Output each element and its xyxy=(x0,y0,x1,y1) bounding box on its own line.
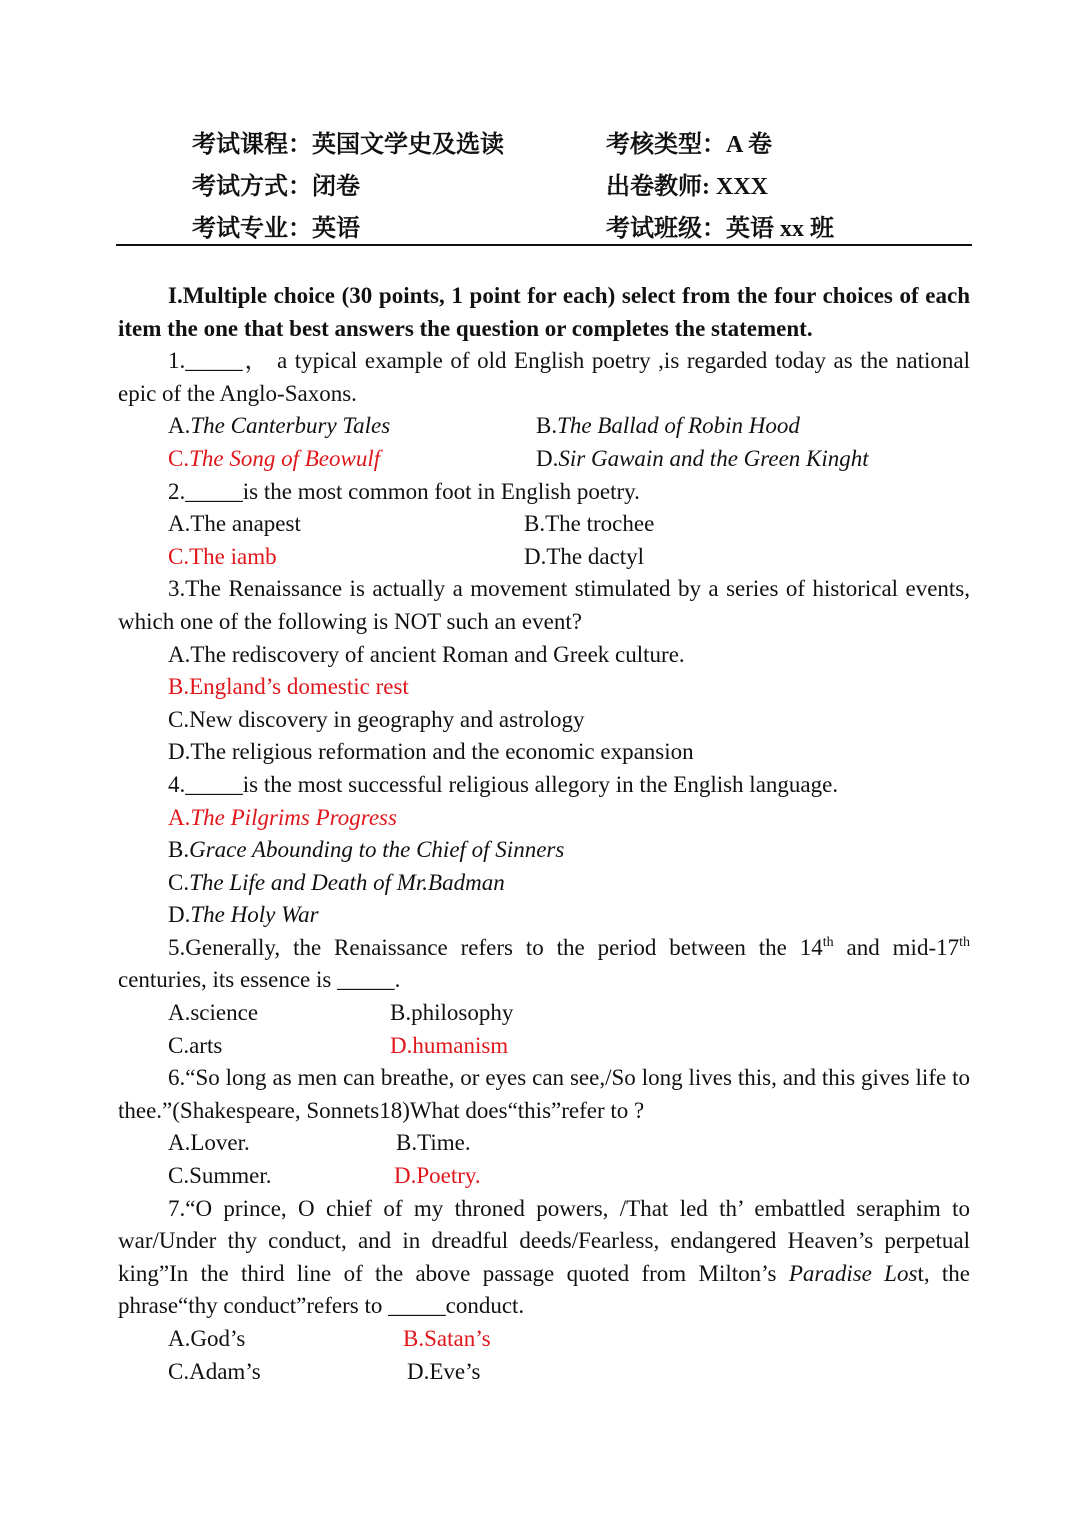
exam-header xyxy=(192,124,892,250)
question-2-stem: 2._____is the most common foot in English poetry. xyxy=(168,478,640,504)
option-c: C.New discovery in geography and astrology xyxy=(168,706,585,732)
option-d: D.Sir Gawain and the Green Kinght xyxy=(536,445,869,471)
option-d: D.The Holy War xyxy=(168,902,319,928)
question-1-stem: 1._____， a typical example of old English poetry ,is regarded today as the national epic of the Anglo-Saxons. xyxy=(118,348,970,406)
question-7-options-cd xyxy=(118,1356,970,1389)
option-c: C.The Life and Death of Mr.Badman xyxy=(168,869,505,895)
question-1-options-cd xyxy=(118,443,970,476)
option-c: C.Summer. xyxy=(168,1163,272,1189)
question-4-stem: 4._____is the most successful religious allegory in the English language. xyxy=(168,771,839,797)
exam-content xyxy=(118,280,970,1388)
header-divider xyxy=(116,244,972,246)
class-label: 考试班级：英语 xx 班 xyxy=(606,216,834,242)
option-a: A.The Canterbury Tales xyxy=(168,413,391,439)
exam-type-label: 考核类型：A 卷 xyxy=(606,132,773,158)
major-label: 考试专业：英语 xyxy=(192,216,360,242)
option-d: D.The religious reformation and the economic expansion xyxy=(168,739,694,765)
option-b: B.The trochee xyxy=(524,511,655,537)
option-a: A.Lover. xyxy=(168,1130,250,1156)
question-2-options-cd xyxy=(118,541,970,574)
section-title: I.Multiple choice (30 points, 1 point for each) select from the four choices of each item the one that best answers the question or completes the statement. xyxy=(118,283,970,341)
question-7-options-ab xyxy=(118,1323,970,1356)
option-b: B.Grace Abounding to the Chief of Sinners xyxy=(168,837,565,863)
option-b: B.philosophy xyxy=(390,1000,514,1026)
option-d: D.The dactyl xyxy=(524,543,645,569)
option-b-correct: B.England’s domestic rest xyxy=(168,674,409,700)
option-c-correct: C.The Song of Beowulf xyxy=(168,445,381,471)
header-row-1 xyxy=(192,124,892,166)
question-1-options-ab xyxy=(118,410,970,443)
teacher-label: 出卷教师: XXX xyxy=(606,174,768,200)
question-5-options-cd xyxy=(118,1030,970,1063)
course-label: 考试课程：英国文学史及选读 xyxy=(192,132,504,158)
option-d-correct: D.Poetry. xyxy=(394,1163,481,1189)
option-a: A.The rediscovery of ancient Roman and Greek culture. xyxy=(168,641,685,667)
option-d: D.Eve’s xyxy=(407,1358,481,1384)
question-6-options-cd xyxy=(118,1160,970,1193)
question-7-stem: 7.“O prince, O chief of my throned powers, /That led th’ embattled seraphim to war/Under thy conduct, and in dreadful deeds/Fearless, endangered Heaven’s perpetual king”In the third line of the above passage quoted from Milton’s Paradise Lost, the phrase“thy conduct”refers to _____conduct. xyxy=(118,1195,970,1319)
option-d-correct: D.humanism xyxy=(390,1032,509,1058)
question-6-options-ab xyxy=(118,1127,970,1160)
option-a-correct: A.The Pilgrims Progress xyxy=(168,804,397,830)
question-2-options-ab xyxy=(118,508,970,541)
option-a: A.The anapest xyxy=(168,511,301,537)
option-c-correct: C.The iamb xyxy=(168,543,277,569)
option-c: C.Adam’s xyxy=(168,1358,261,1384)
option-c: C.arts xyxy=(168,1032,223,1058)
option-a: A.God’s xyxy=(168,1326,246,1351)
option-b: B.The Ballad of Robin Hood xyxy=(536,413,800,439)
option-b: B.Time. xyxy=(396,1130,471,1156)
option-b-correct: B.Satan’s xyxy=(403,1326,491,1351)
header-row-2 xyxy=(192,166,892,208)
question-6-stem: 6.“So long as men can breathe, or eyes can see,/So long lives this, and this gives life to thee.”(Shakespeare, Sonnets18)What does“this”refer to ? xyxy=(118,1065,970,1123)
exam-mode-label: 考试方式：闭卷 xyxy=(192,174,360,200)
question-5-options-ab xyxy=(118,997,970,1030)
question-3-stem: 3.The Renaissance is actually a movement stimulated by a series of historical events, which one of the following is NOT such an event? xyxy=(118,576,970,634)
question-5-stem: 5.Generally, the Renaissance refers to the period between the 14th and mid-17th centuries, its essence is _____. xyxy=(118,934,970,993)
option-a: A.science xyxy=(168,1000,259,1026)
